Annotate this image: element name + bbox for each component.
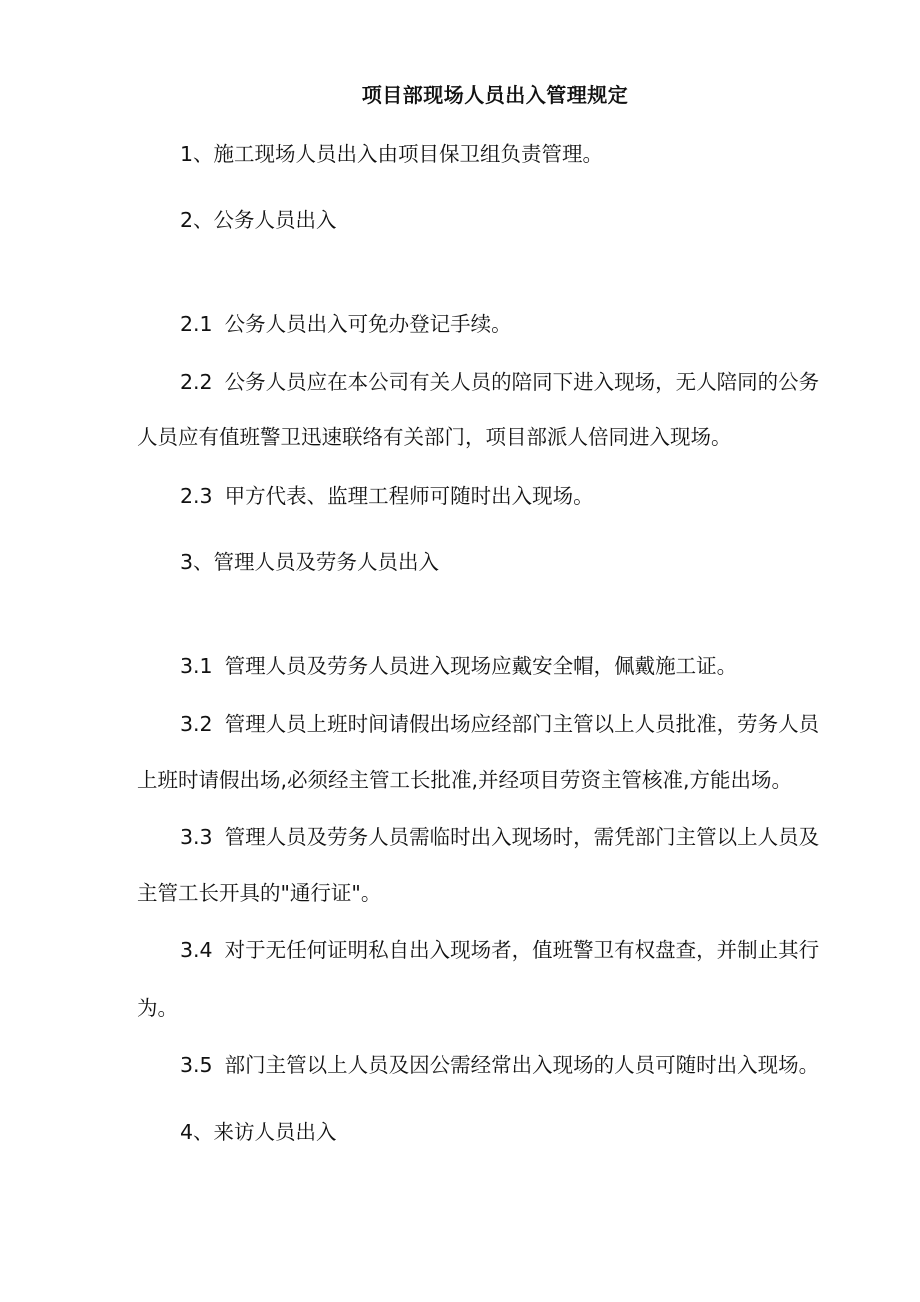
clause-text: 对于无任何证明私自出入现场者，值班警卫有权盘查，并制止其行 [224, 938, 820, 962]
clause-3-3-line-1 [180, 820, 819, 854]
section-3-heading: 3、管理人员及劳务人员出入 [180, 550, 440, 574]
clause-number: 3.1 [180, 654, 213, 678]
clause-text: 公务人员出入可免办登记手续。 [224, 312, 512, 336]
clause-number: 2.1 [180, 312, 213, 336]
clause-text: 部门主管以上人员及因公需经常出入现场的人员可随时出入现场。 [224, 1053, 820, 1077]
clause-1: 1、施工现场人员出入由项目保卫组负责管理。 [180, 142, 604, 166]
clause-2-1 [180, 307, 512, 341]
clause-2-3 [180, 479, 594, 513]
section-2-heading: 2、公务人员出入 [180, 208, 337, 232]
clause-3-2-line-1 [180, 707, 819, 741]
clause-2-2-line-1 [180, 365, 819, 399]
clause-text: 管理人员上班时间请假出场应经部门主管以上人员批准，劳务人员 [224, 712, 820, 736]
clause-number: 3.3 [180, 825, 213, 849]
clause-3-1 [180, 649, 737, 683]
clause-text: 公务人员应在本公司有关人员的陪同下进入现场，无人陪同的公务 [224, 370, 820, 394]
section-4-heading: 4、来访人员出入 [180, 1120, 337, 1144]
clause-number: 3.4 [180, 938, 213, 962]
clause-3-3-line-2: 主管工长开具的"通行证"。 [137, 881, 382, 905]
clause-number: 2.2 [180, 370, 213, 394]
clause-text: 管理人员及劳务人员进入现场应戴安全帽，佩戴施工证。 [224, 654, 738, 678]
document-title: 项目部现场人员出入管理规定 [361, 83, 629, 107]
clause-3-4-line-2: 为。 [137, 996, 178, 1020]
clause-3-4-line-1 [180, 933, 819, 967]
clause-2-2-line-2: 人员应有值班警卫迅速联络有关部门，项目部派人倍同进入现场。 [137, 425, 732, 449]
clause-text: 管理人员及劳务人员需临时出入现场时，需凭部门主管以上人员及 [224, 825, 820, 849]
clause-3-5 [180, 1048, 819, 1082]
clause-3-2-line-2: 上班时请假出场,必须经主管工长批准,并经项目劳资主管核准,方能出场。 [137, 768, 793, 792]
clause-text: 甲方代表、监理工程师可随时出入现场。 [224, 484, 594, 508]
clause-number: 3.5 [180, 1053, 213, 1077]
clause-number: 3.2 [180, 712, 213, 736]
clause-number: 2.3 [180, 484, 213, 508]
